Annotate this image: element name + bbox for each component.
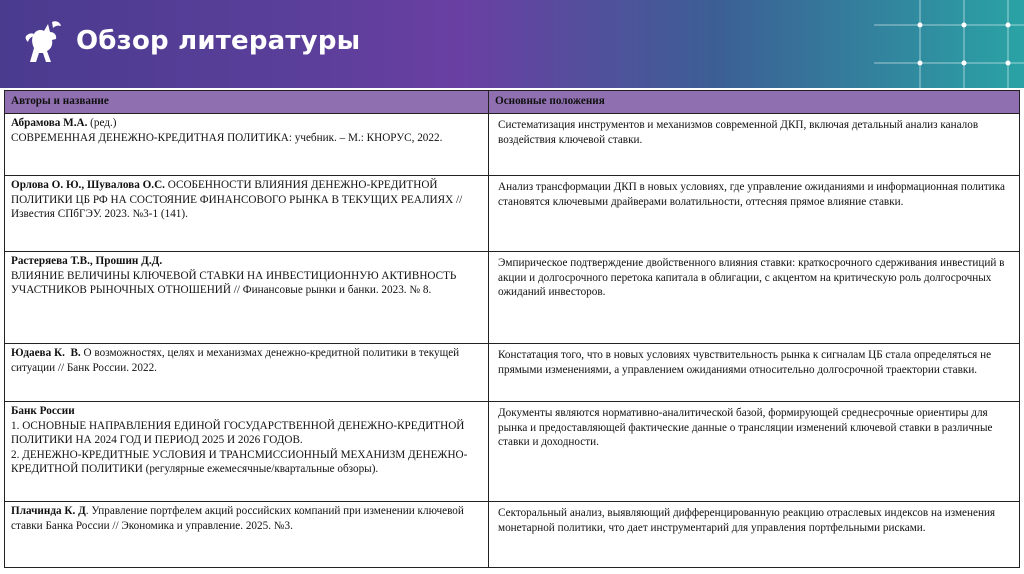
literature-table — [4, 90, 1020, 568]
header-banner — [0, 0, 1024, 88]
authors-cell — [5, 114, 489, 176]
source-text: О возможностях, целях и механизмах денежно-кредитной политики в текущей ситуации // Банк России. 2022. — [11, 347, 460, 374]
authors-cell — [5, 252, 489, 344]
authors-name: Растеряева Т.В., Прошин Д.Д. — [11, 255, 163, 267]
authors-name: Юдаева К. В. — [11, 347, 81, 359]
source-text: . Управление портфелем акций российских компаний при изменении ключевой ставки Банка России // Экономика и управление. 2025. №3. — [11, 505, 464, 532]
table-row — [5, 502, 1020, 568]
table-row — [5, 402, 1020, 502]
authors-name: Орлова О. Ю., Шувалова О.С. — [11, 179, 165, 191]
page-title: Обзор литературы — [76, 26, 361, 56]
table-row — [5, 114, 1020, 176]
summary-cell: Анализ трансформации ДКП в новых условиях, где управление ожиданиями и информационная политика становятся ключевыми драйверами волатильности, оттесняя прямое влияние ставки. — [489, 176, 1020, 252]
authors-cell — [5, 502, 489, 568]
summary-cell: Секторальный анализ, выявляющий дифференцированную реакцию отраслевых индексов на изменения монетарной политики, что дает инструментарий для управления портфельными рисками. — [489, 502, 1020, 568]
column-header-authors: Авторы и название — [5, 91, 489, 114]
table-header-row — [5, 91, 1020, 114]
source-text: ВЛИЯНИЕ ВЕЛИЧИНЫ КЛЮЧЕВОЙ СТАВКИ НА ИНВЕСТИЦИОННУЮ АКТИВНОСТЬ УЧАСТНИКОВ РЫНОЧНЫХ ОТНОШЕНИЙ // Финансовые рынки и банки. 2023. № 8. — [11, 269, 457, 297]
table-row — [5, 252, 1020, 344]
authors-cell — [5, 402, 489, 502]
table-row — [5, 176, 1020, 252]
griffin-logo-icon — [22, 18, 64, 66]
summary-cell: Документы являются нормативно-аналитической базой, формирующей среднесрочные ориентиры для рынка и предоставляющей фактические данные о трансляции изменений ключевой ставки в различные ставки и доходности. — [489, 402, 1020, 502]
authors-cell — [5, 344, 489, 402]
authors-name: Банк России — [11, 405, 75, 417]
authors-cell — [5, 176, 489, 252]
source-text: (ред.) СОВРЕМЕННАЯ ДЕНЕЖНО-КРЕДИТНАЯ ПОЛИТИКА: учебник. – М.: КНОРУС, 2022. — [11, 117, 443, 144]
source-text: 1. ОСНОВНЫЕ НАПРАВЛЕНИЯ ЕДИНОЙ ГОСУДАРСТВЕННОЙ ДЕНЕЖНО-КРЕДИТНОЙ ПОЛИТИКИ НА 2024 ГОД И ПЕРИОД 2025 И 2026 ГОДОВ. 2. ДЕНЕЖНО-КРЕДИТНЫЕ УСЛОВИЯ И ТРАНСМИССИОННЫЙ МЕХАНИЗМ ДЕНЕЖНО-КРЕДИТНОЙ ПОЛИТИКИ (регулярные ежемесячные/квартальные обзоры). — [11, 419, 468, 476]
summary-cell: Систематизация инструментов и механизмов современной ДКП, включая детальный анализ каналов воздействия ключевой ставки. — [489, 114, 1020, 176]
source-text: ОСОБЕННОСТИ ВЛИЯНИЯ ДЕНЕЖНО-КРЕДИТНОЙ ПОЛИТИКИ ЦБ РФ НА СОСТОЯНИЕ ФИНАНСОВОГО РЫНКА В ТЕКУЩИХ РЕАЛИЯХ // Известия СПбГЭУ. 2023. №3-1 (141). — [11, 179, 463, 221]
grid-decoration — [874, 0, 1024, 88]
table-row — [5, 344, 1020, 402]
summary-cell: Констатация того, что в новых условиях чувствительность рынка к сигналам ЦБ стала определяться не прямыми изменениями, а управлением ожиданиями относительно долгосрочной траектории ставки. — [489, 344, 1020, 402]
authors-name: Абрамова М.А. — [11, 117, 88, 129]
summary-cell: Эмпирическое подтверждение двойственного влияния ставки: краткосрочного сдерживания инвестиций в акции и долгосрочного перетока капитала в облигации, с акцентом на критическую роль долгосрочных ожиданий инвесторов. — [489, 252, 1020, 344]
authors-name: Плачинда К. Д — [11, 505, 86, 517]
column-header-summary: Основные положения — [489, 91, 1020, 114]
